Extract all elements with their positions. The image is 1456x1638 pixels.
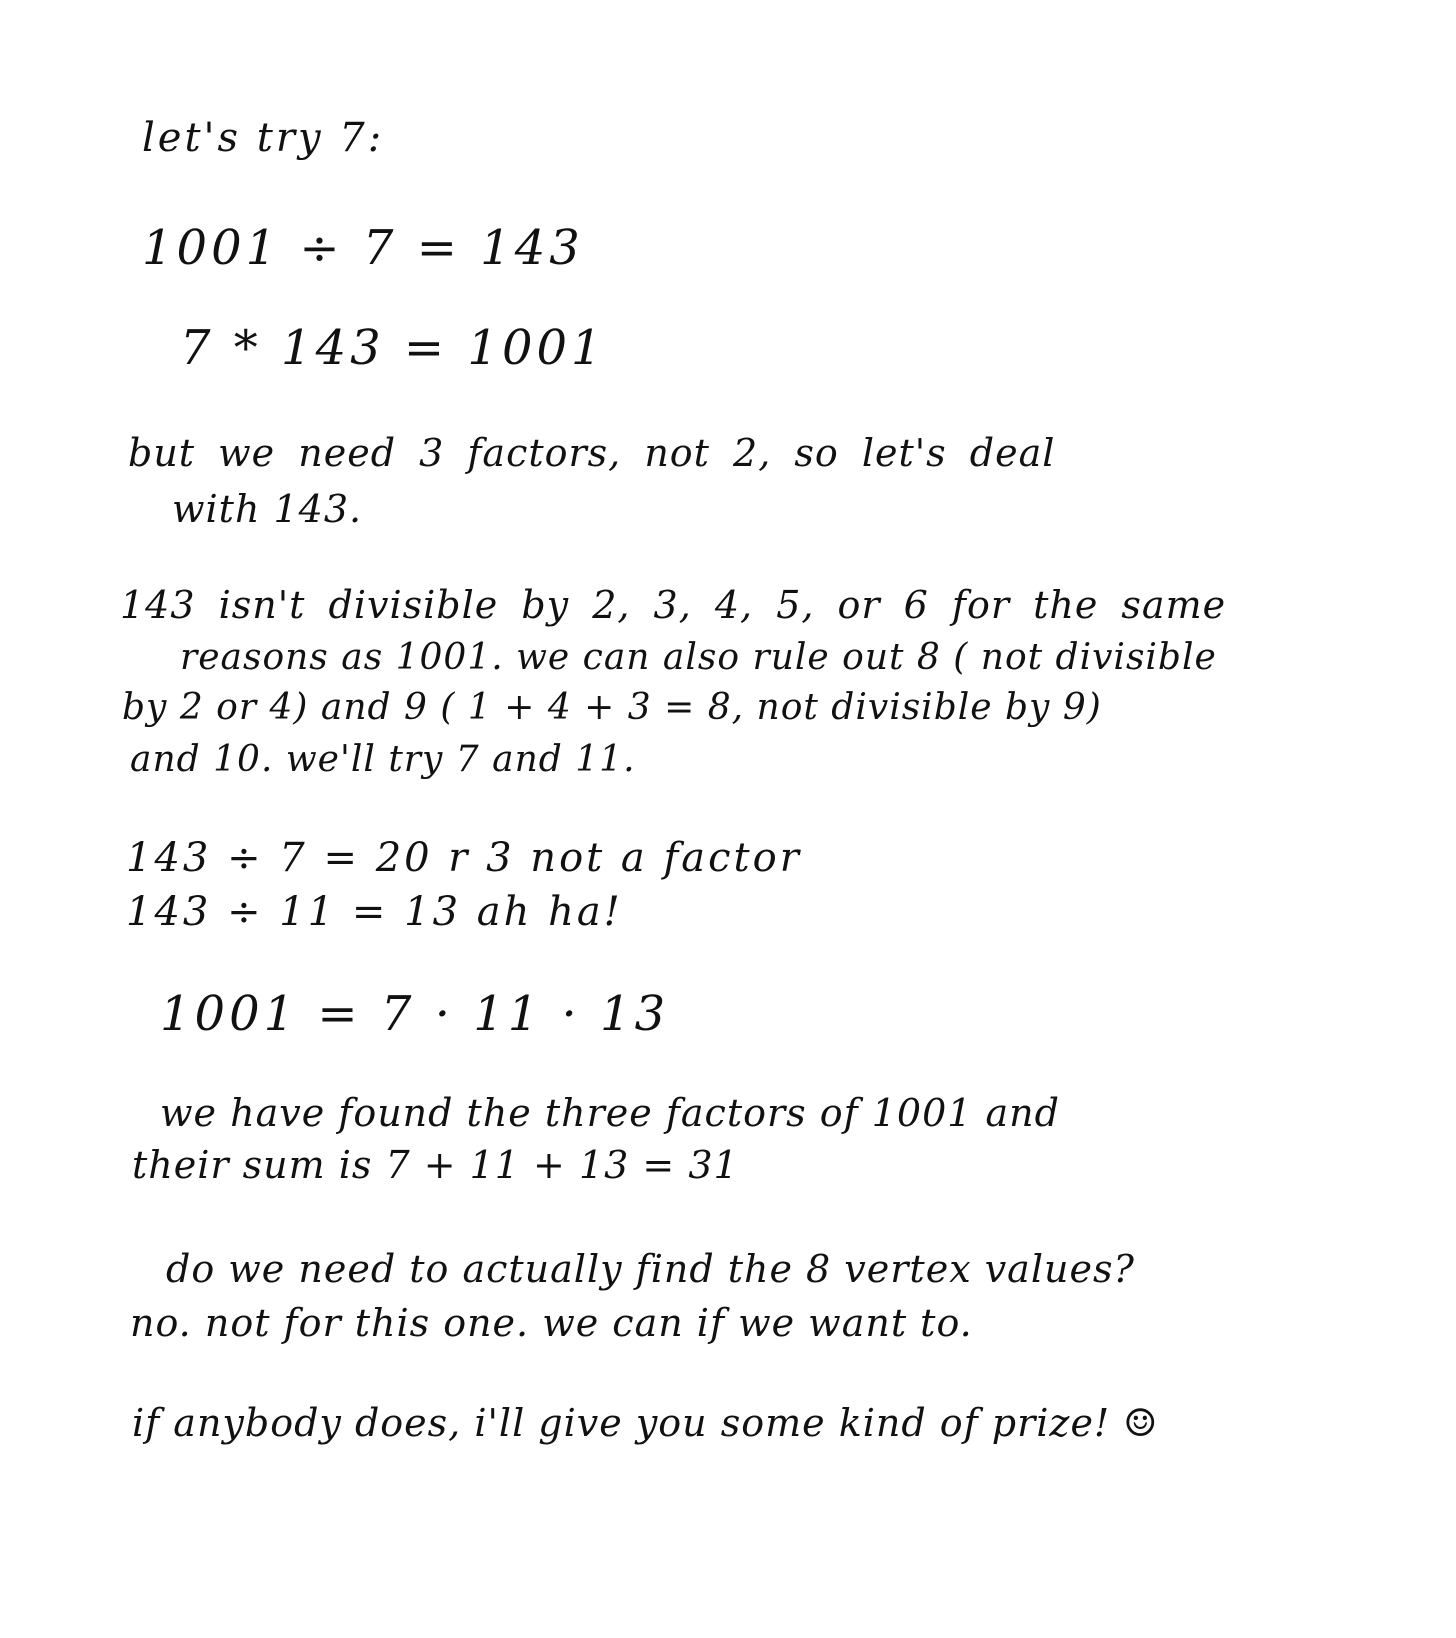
note-line-1: let's try 7: [142,115,385,161]
note-line-14: their sum is 7 + 11 + 13 = 31 [132,1143,739,1187]
note-line-3: 7 * 143 = 1001 [180,320,606,376]
note-line-9: and 10. we'll try 7 and 11. [130,739,636,780]
note-line-5: with 143. [172,487,363,531]
note-line-8: by 2 or 4) and 9 ( 1 + 4 + 3 = 8, not divisible by 9) [122,687,1102,728]
note-line-13: we have found the three factors of 1001 and [160,1091,1060,1135]
note-line-16: no. not for this one. we can if we want to. [130,1301,973,1345]
note-line-7: reasons as 1001. we can also rule out 8 ( not divisible [180,637,1217,678]
note-line-17: if anybody does, i'll give you some kind of prize! ☺ [132,1401,1159,1445]
note-line-12: 1001 = 7 · 11 · 13 [160,986,670,1042]
note-line-15: do we need to actually find the 8 vertex values? [166,1247,1135,1291]
note-line-6: 143 isn't divisible by 2, 3, 4, 5, or 6 for the same [120,583,1227,627]
note-line-10: 143 ÷ 7 = 20 r 3 not a factor [126,835,802,881]
note-line-11: 143 ÷ 11 = 13 ah ha! [126,889,623,935]
note-line-4: but we need 3 factors, not 2, so let's deal [128,431,1056,475]
note-line-2: 1001 ÷ 7 = 143 [142,220,584,276]
